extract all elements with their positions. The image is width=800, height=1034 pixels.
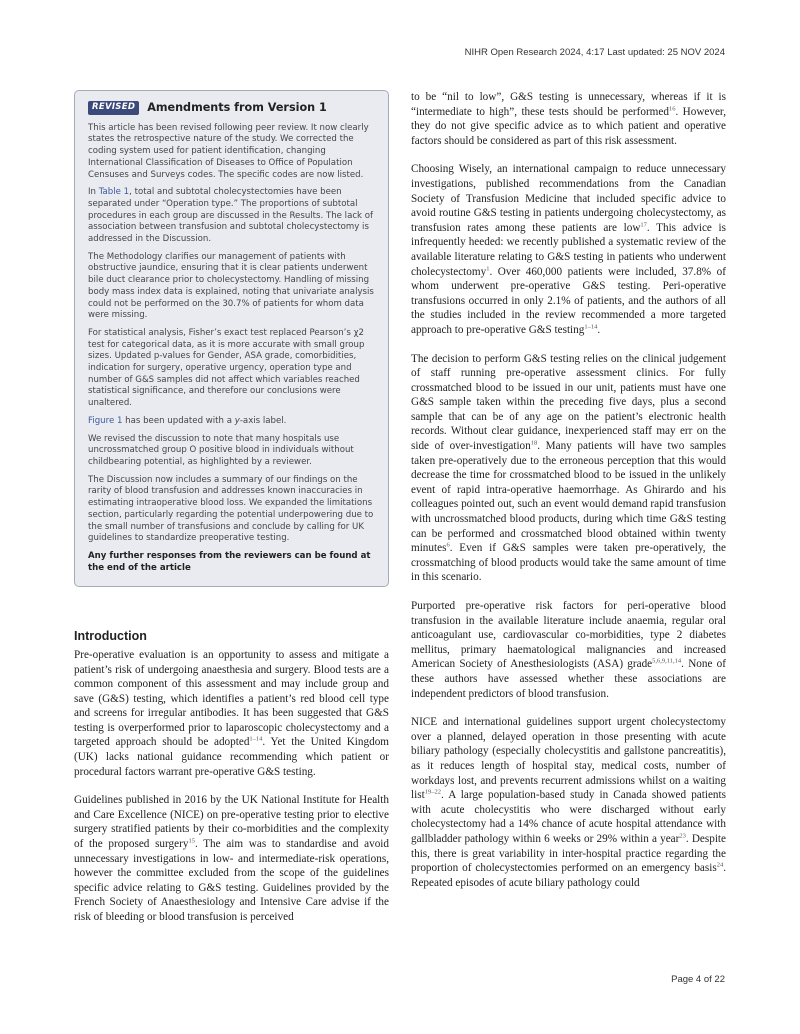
table-1-link[interactable]: Table 1 — [98, 187, 130, 198]
body-paragraph: NICE and international guidelines support urgent cholecystectomy over a planned, delayed operation in those presenting with acute biliary pathology (especially cholecystitis and gallstone pancreatitis), as it reduces length of hospital stay, medical costs, number of workdays lost, and prevents recurrent admissions whilst on a waiting list$^{19-22}$. A large population-based study in Canada showed patients with acute cholecystitis who were discharged without early cholecystectomy had a 14% chance of acute hospital attendance with gallbladder pathology within 6 weeks or 29% within a year$^{23}$. Despite this, there is great variability in inter-hospital practice regarding the proportion of cholecystectomies performed on an emergency basis$^{24}$. Repeated episodes of acute biliary pathology could — [411, 716, 726, 889]
amendment-paragraph: We revised the discussion to note that many hospitals use uncrossmatched group O positive blood in individuals without childbearing potential, as highlighted by a reviewer. — [88, 433, 354, 467]
right-column — [411, 90, 726, 904]
citation[interactable]: 19–22 — [424, 788, 441, 796]
citation[interactable]: 16 — [668, 104, 676, 112]
body-paragraph: Pre-operative evaluation is an opportunity to assess and mitigate a patient’s risk of undergoing anaesthesia and surgery. Blood tests are a common component of this assessment and may include group and save (G&S) testing, which identifies a patient’s red blood cell type and screens for irregular antibodies. It has been suggested that G&S testing is overperformed prior to laparoscopic cholecystectomy and a targeted approach should be adopted$^{1-14}$. Yet the United Kingdom (UK) lacks national guidance recommending which patient or procedural factors warrant pre-operative G&S testing. — [74, 648, 389, 778]
amendment-paragraph: For statistical analysis, Fisher’s exact test replaced Pearson’s χ2 test for categorical data, as it is more accurate with small group sizes. Updated p-values for Gender, ASA grade, comorbidities, indication for surgery, operative urgency, operation type and number of G&S samples did not affect which variables reached statistical significance, and therefore our conclusions were unaltered. — [88, 327, 365, 409]
citation[interactable]: 1–14 — [249, 735, 263, 743]
amendment-paragraph: In Table 1, total and subtotal cholecystectomies have been separated under “Operation type.” The proportions of subtotal procedures in each group are discussed in the Results. The lack of association between transfusion and subtotal cholecystectomy is addressed in the Discussion. — [88, 187, 374, 245]
amendment-paragraph: This article has been revised following peer review. It now clearly states the retrospective nature of the study. We corrected the coding system used for patient identification, changing International Classification of Diseases to Office of Population Censuses and Surveys codes. The specific codes are now listed. — [88, 122, 369, 180]
citation[interactable]: 24 — [716, 861, 724, 869]
amendments-title: Amendments from Version 1 — [147, 101, 327, 114]
citation[interactable]: 23 — [679, 832, 686, 840]
running-header: NIHR Open Research 2024, 4:17 Last updated: 25 NOV 2024 — [464, 47, 725, 58]
citation[interactable]: 1 — [486, 264, 490, 272]
citation[interactable]: 5,6,9,11,14 — [652, 657, 682, 665]
revised-badge: REVISED — [88, 101, 139, 115]
page-number: Page 4 of 22 — [671, 974, 725, 985]
body-paragraph: The decision to perform G&S testing relies on the clinical judgement of staff running pre-operative assessment clinics. For fully crossmatched blood to be issued in our unit, patients must have one G&S sample taken within the preceding five days, plus a second sample that can be of any age on the patient’s electronic health records. Without clear guidance, inexperienced staff may err on the side of over-investigation$^{18}$. Many patients will have two samples taken pre-operatively due to the erroneous perception that this would decrease the time for crossmatched blood to be issued in the unlikely event of rapid intra-operative haemorrhage. As Ghirardo and his colleagues pointed out, such an event would demand rapid transfusion with uncrossmatched blood products, during which time G&S testing can be performed and crossmatched blood obtained within twenty minutes$^6$. Even if G&S samples were taken pre-operatively, the crossmatching of blood products would take the same amount of time in this scenario. — [411, 352, 726, 584]
introduction-heading: Introduction — [74, 629, 147, 644]
body-paragraph: Purported pre-operative risk factors for peri-operative blood transfusion in the available literature include anaemia, regular oral anticoagulant use, cardiovascular co-morbidities, type 2 diabetes mellitus, primary haematological malignancies and increased American Society of Anesthesiologists (ASA) grade$^{5,6,9,11,14}$. None of these authors have assessed whether these associations are independent predictors of blood transfusion. — [411, 600, 726, 700]
body-paragraph: Guidelines published in 2016 by the UK National Institute for Health and Care Excellence (NICE) on pre-operative testing prior to elective surgery stratified patients by their co-morbidities and the complexity of the proposed surgery$^{15}$. The aim was to standardise and avoid unnecessary investigations in low- and intermediate-risk operations, however the committee excluded from the scope of the guidelines specific advice relating to G&S testing. Guidelines provided by the French Society of Anaesthesiology and Intensive Care advise if the risk of bleeding or blood transfusion is perceived — [74, 794, 389, 923]
amendment-paragraph: Figure 1 has been updated with a y-axis label. — [88, 415, 287, 426]
amendments-box — [74, 90, 389, 587]
citation[interactable]: 1–14 — [584, 323, 598, 331]
figure-1-link[interactable]: Figure 1 — [88, 415, 123, 426]
citation[interactable]: 15 — [188, 837, 195, 845]
citation[interactable]: 6 — [446, 541, 450, 549]
citation[interactable]: 17 — [640, 221, 647, 229]
body-paragraph: Choosing Wisely, an international campaign to reduce unnecessary investigations, published recommendations from the Canadian Society of Transfusion Medicine that included specific advice to avoid routine G&S testing in patients undergoing cholecystectomy, as transfusion rates among these patients are low$^{17}$. This advice is infrequently heeded: we recently published a systematic review of the available literature relating to G&S testing in patients who underwent cholecystectomy$^1$. Over 460,000 patients were included, 37.8% of whom underwent pre-operative G&S testing. Peri-operative transfusions occurred in only 2.1% of patients, and the authors of all the studies included in the review recommended a more targeted approach to pre-operative G&S testing$^{1-14}$. — [411, 163, 726, 336]
body-paragraph: to be “nil to low”, G&S testing is unnecessary, whereas if it is “intermediate to high”, these tests should be performed$^{16}$. However, they do not give specific advice as to which patient and operative factors should be considered as part of this risk assessment. — [411, 91, 726, 147]
citation[interactable]: 18 — [530, 439, 538, 447]
left-column — [74, 90, 389, 939]
reviewer-responses-note: Any further responses from the reviewers can be found at the end of the article — [88, 550, 371, 573]
amendments-header — [88, 101, 376, 115]
amendment-paragraph: The Methodology clarifies our management of patients with obstructive jaundice, ensuring that it is clear patients underwent bile duct clearance prior to cholecystectomy. Handling of missing body mass index data is explained, noting that univariate analysis could not be performed on the 30.7% of patients for whom data were missing. — [88, 251, 374, 321]
amendment-paragraph: The Discussion now includes a summary of our findings on the rarity of blood transfusion and addresses known inaccuracies in estimating intraoperative blood loss. We expanded the limitations section, particularly regarding the potential underpowering due to the small number of transfusions and conclude by calling for UK guidelines to standardize preoperative testing. — [88, 474, 374, 544]
